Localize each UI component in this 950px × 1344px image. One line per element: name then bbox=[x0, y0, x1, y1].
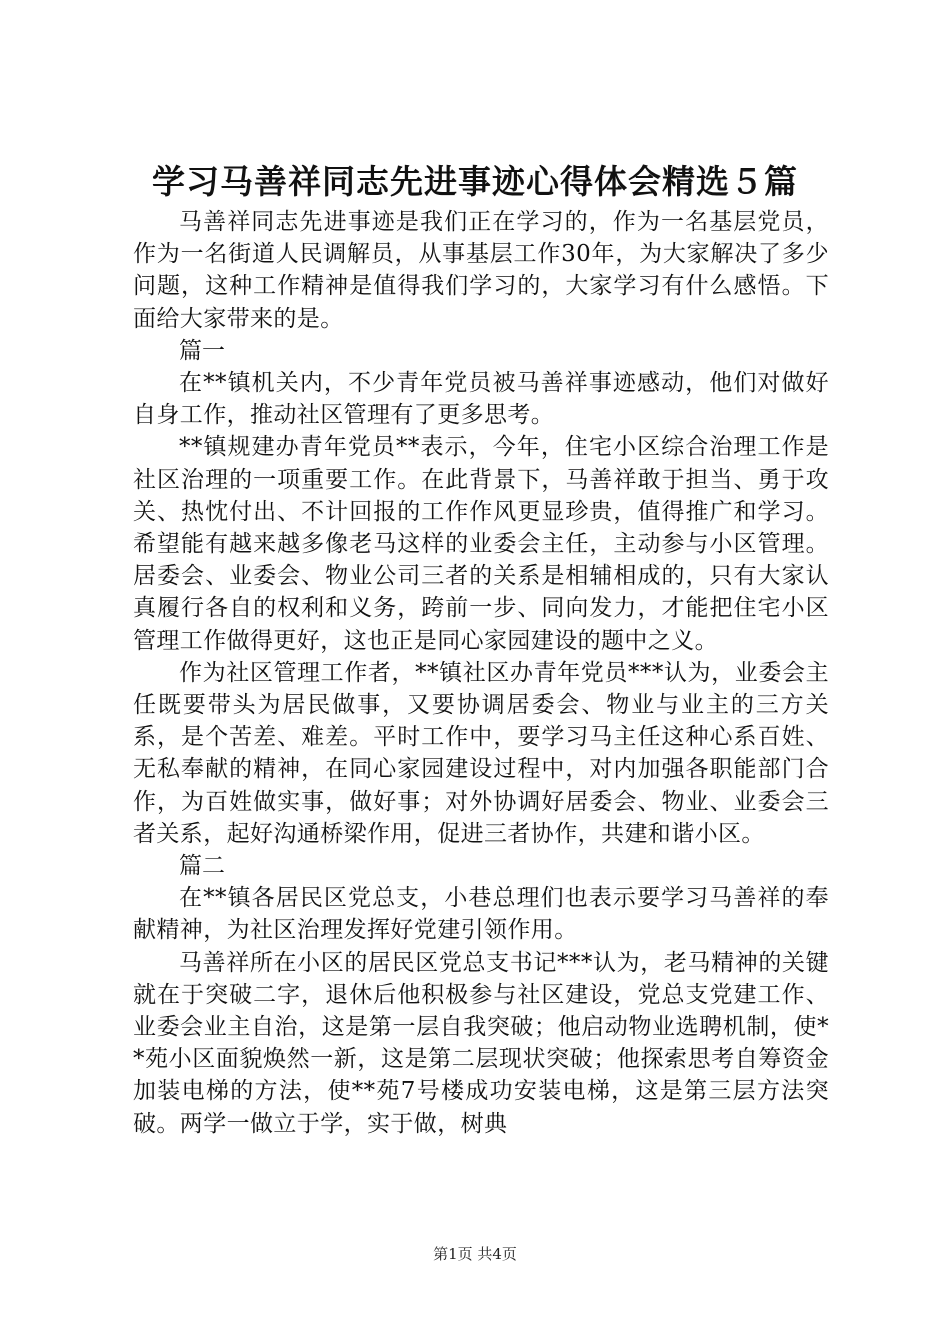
paragraph: 在**镇机关内，不少青年党员被马善祥事迹感动，他们对做好自身工作，推动社区管理有了更多思考。 bbox=[133, 370, 829, 429]
paragraph: 在**镇各居民区党总支，小巷总理们也表示要学习马善祥的奉献精神，为社区治理发挥好党建引领作用。 bbox=[133, 885, 829, 944]
document-title: 学习马善祥同志先进事迹心得体会精选５篇 bbox=[152, 162, 798, 201]
paragraph: 作为社区管理工作者，**镇社区办青年党员***认为，业委会主任既要带头为居民做事，又要协调居委会、物业与业主的三方关系，是个苦差、难差。平时工作中，要学习马主任这种心系百姓、无私奉献的精神，在同心家园建设过程中，对内加强各职能部门合作，为百姓做实事，做好事；对外协调好居委会、物业、业委会三者关系，起好沟通桥梁作用，促进三者协作，共建和谐小区。 bbox=[133, 659, 829, 847]
document-body bbox=[133, 206, 829, 1140]
section-heading-1: 篇一 bbox=[179, 337, 225, 364]
paragraph: 马善祥所在小区的居民区党总支书记***认为，老马精神的关键就在于突破二字，退休后他积极参与社区建设，党总支党建工作、业委会业主自治，这是第一层自我突破；他启动物业选聘机制，使**苑小区面貌焕然一新，这是第二层现状突破；他探索思考自筹资金加装电梯的方法，使**苑7号楼成功安装电梯，这是第三层方法突破。两学一做立于学，实于做，树典 bbox=[133, 949, 829, 1137]
paragraph-intro: 马善祥同志先进事迹是我们正在学习的，作为一名基层党员，作为一名街道人民调解员，从事基层工作30年，为大家解决了多少问题，这种工作精神是值得我们学习的，大家学习有什么感悟。下面给大家带来的是。 bbox=[133, 209, 829, 332]
page-footer: 第1页 共4页 bbox=[433, 1245, 517, 1263]
paragraph: **镇规建办青年党员**表示，今年，住宅小区综合治理工作是社区治理的一项重要工作。在此背景下，马善祥敢于担当、勇于攻关、热忱付出、不计回报的工作作风更显珍贵，值得推广和学习。希望能有越来越多像老马这样的业委会主任，主动参与小区管理。居委会、业委会、物业公司三者的关系是相辅相成的，只有大家认真履行各自的权利和义务，跨前一步、同向发力，才能把住宅小区管理工作做得更好，这也正是同心家园建设的题中之义。 bbox=[133, 434, 829, 654]
section-heading-2: 篇二 bbox=[179, 853, 225, 880]
